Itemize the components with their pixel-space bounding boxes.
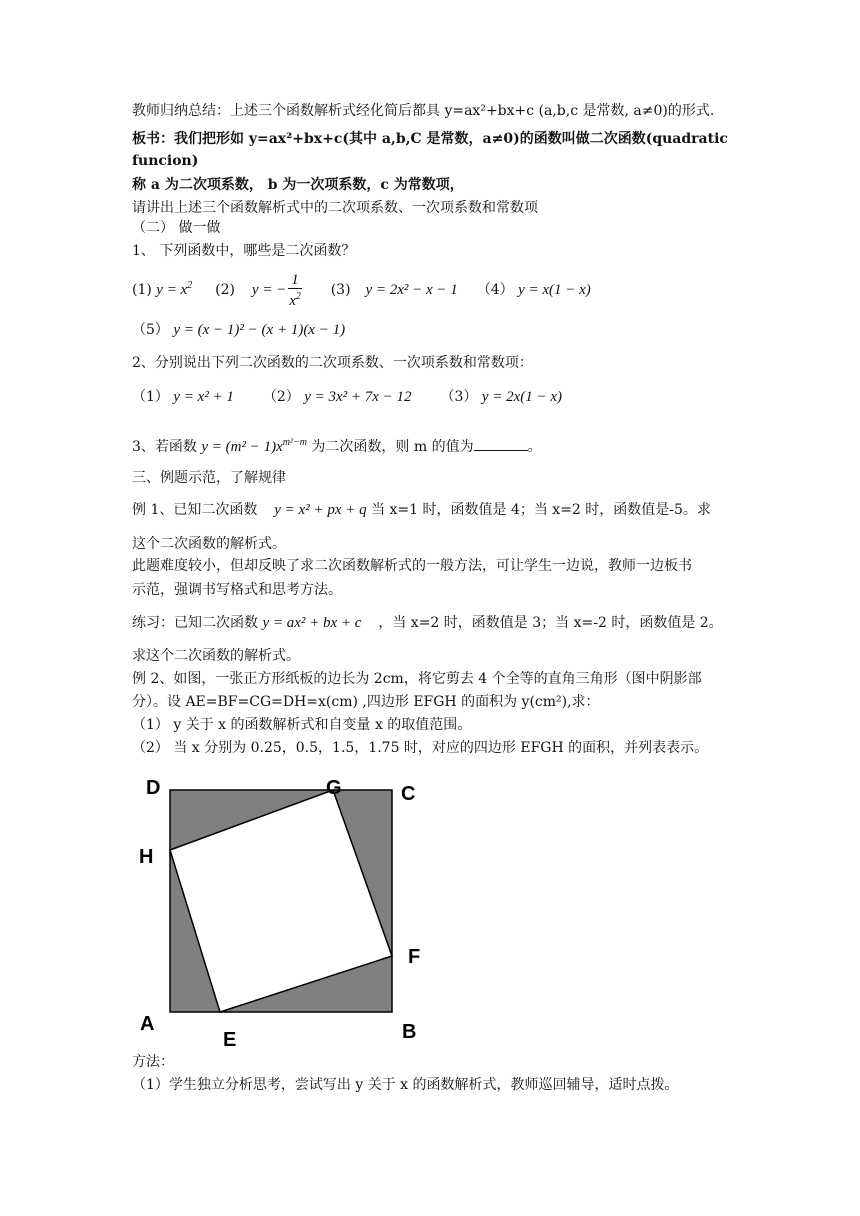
q1-4-formula: y = x(1 − x)	[518, 281, 591, 298]
q2-1-formula: y = x² + 1	[173, 389, 234, 405]
example-1-cont: 这个二次函数的解析式。	[132, 536, 286, 552]
question-1-formulas	[132, 272, 591, 309]
example-1-note-cont: 示范，强调书写格式和思考方法。	[132, 582, 342, 598]
section-heading-try: （二） 做一做	[132, 220, 221, 236]
q1-2-label: (2)	[215, 281, 235, 298]
label-b: B	[402, 1021, 417, 1043]
question-2-text: 2、分别说出下列二次函数的二次项系数、一次项系数和常数项：	[132, 355, 533, 371]
question-2-formulas	[132, 387, 562, 407]
q2-3-formula: y = 2x(1 − x)	[481, 389, 563, 405]
q2-2-label: （2）	[262, 389, 300, 405]
example-1-formula: y = x² + px + q	[274, 502, 367, 518]
label-c: C	[401, 783, 416, 805]
example-1-note: 此题难度较小，但却反映了求二次函数解析式的一般方法，可让学生一边说，教师一边板书	[132, 558, 692, 574]
q3-formula: $y = (m^2 - 1)x^{m^2-m}$	[201, 437, 307, 455]
q2-3-label: （3）	[440, 389, 478, 405]
section-heading-examples: 三、例题示范，了解规律	[132, 470, 286, 486]
q1-4-label: （4）	[476, 281, 514, 298]
label-a: A	[140, 1013, 155, 1035]
q1-3-formula: y = 2x² − x − 1	[365, 281, 458, 298]
coefficient-names-line: 称 a 为二次项系数， b 为一次项系数，c 为常数项，	[132, 177, 464, 193]
question-3-line: 3、若函数 $y = (m^2 - 1)x^{m^2-m}$ 为二次函数，则 m 的值为 。	[132, 437, 542, 455]
label-e: E	[223, 1029, 237, 1050]
question-1-text: 1、 下列函数中，哪些是二次函数？	[132, 243, 356, 259]
example-1-line: 例 1、已知二次函数 y = x² + px + q 当 x=1 时，函数值是 4；当 x=2 时，函数值是-5。求	[132, 502, 711, 518]
method-heading: 方法：	[132, 1054, 174, 1070]
q1-1-formula: $y = x^2$	[156, 279, 193, 298]
practice-cont: 求这个二次函数的解析式。	[132, 648, 300, 664]
practice-line: 练习：已知二次函数 y = ax² + bx + c ，当 x=2 时，函数值是 3；当 x=-2 时，函数值是 2。	[132, 615, 723, 631]
board-definition-cont: funcion)	[132, 153, 199, 169]
q1-5-formula: y = (x − 1)² − (x + 1)(x − 1)	[173, 322, 346, 338]
practice-formula: y = ax² + bx + c	[262, 615, 362, 631]
example-2-part-2: （2） 当 x 分别为 0.25，0.5，1.5，1.75 时，对应的四边形 EFGH 的面积，并列表表示。	[132, 740, 709, 756]
q1-3-label: (3)	[330, 281, 351, 298]
answer-blank	[474, 436, 528, 451]
instruction-line: 请讲出上述三个函数解析式中的二次项系数、一次项系数和常数项	[132, 200, 538, 216]
q1-2-formula: y = − $\frac{1}{x^2}$	[251, 272, 301, 309]
method-step-1: （1）学生独立分析思考，尝试写出 y 关于 x 的函数解析式，教师巡回辅导，适时点拨。	[132, 1077, 679, 1093]
example-2-part-1: （1） y 关于 x 的函数解析式和自变量 x 的取值范围。	[132, 717, 472, 733]
question-1-formula-5	[132, 320, 345, 340]
label-h: H	[139, 846, 154, 868]
q2-1-label: （1）	[132, 389, 169, 405]
label-d: D	[146, 777, 161, 799]
summary-line: 教师归纳总结：上述三个函数解析式经化简后都具 y=ax²+bx+c (a,b,c 是常数, a≠0)的形式.	[132, 103, 715, 119]
q2-2-formula: y = 3x² + 7x − 12	[304, 389, 412, 405]
square-figure	[130, 770, 440, 1050]
q1-1-label: (1)	[132, 281, 152, 298]
label-f: F	[408, 946, 421, 968]
label-g: G	[326, 777, 342, 799]
example-2-line: 例 2、如图，一张正方形纸板的边长为 2cm，将它剪去 4 个全等的直角三角形（图中阴影部	[132, 671, 702, 687]
q1-5-label: （5）	[132, 322, 169, 338]
example-2-cont: 分）。设 AE=BF=CG=DH=x(cm) ,四边形 EFGH 的面积为 y(cm²),求：	[132, 694, 600, 710]
board-definition-line: 板书：我们把形如 y=ax²+bx+c(其中 a,b,C 是常数，a≠0)的函数叫做二次函数(quadratic	[132, 131, 728, 147]
